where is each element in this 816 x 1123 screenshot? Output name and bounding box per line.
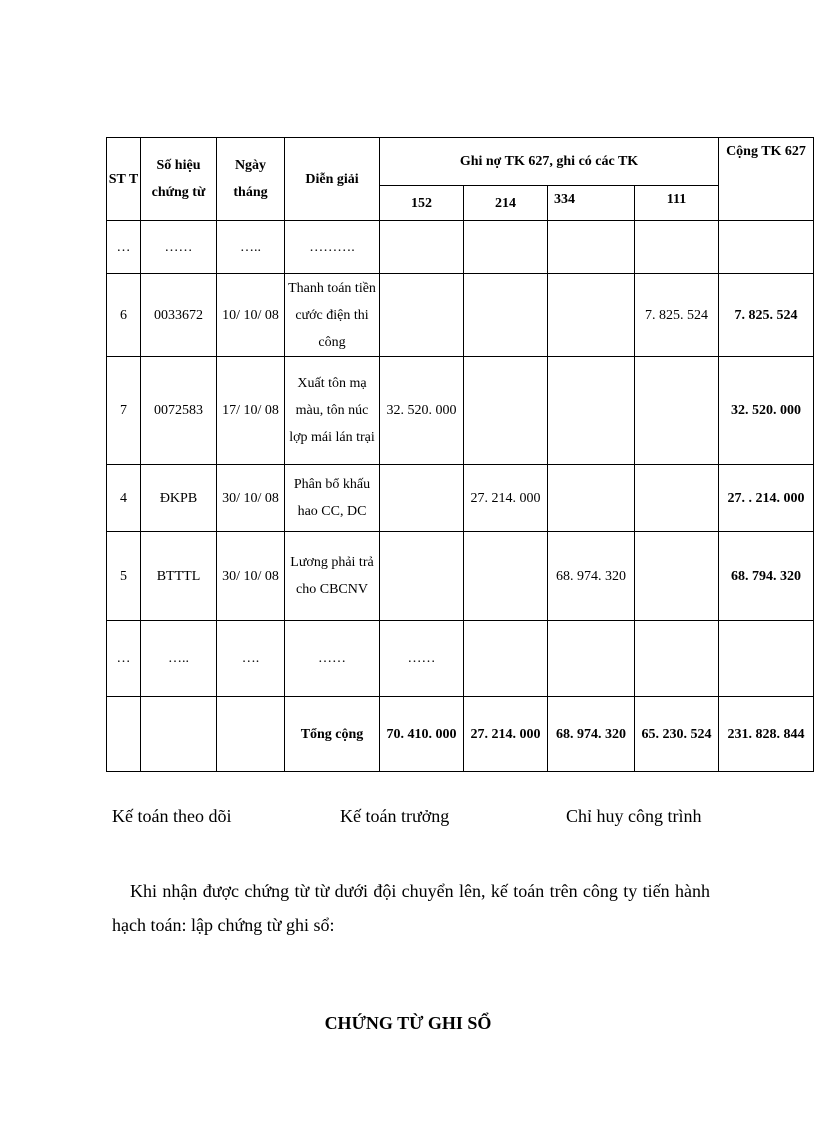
grand-total: 231. 828. 844 xyxy=(719,697,814,772)
total-111: 65. 230. 524 xyxy=(635,697,719,772)
cell-152: 32. 520. 000 xyxy=(380,357,464,465)
cell-stt: 5 xyxy=(107,532,141,621)
header-cong-tk: Cộng TK 627 xyxy=(719,138,814,221)
cell-214: 27. 214. 000 xyxy=(464,465,548,532)
cell-so-hieu: …… xyxy=(141,221,217,274)
cell-dien-giai: Phân bổ khấu hao CC, DC xyxy=(285,465,380,532)
section-title: CHỨNG TỪ GHI SỔ xyxy=(324,1013,492,1033)
cell-152: …… xyxy=(380,621,464,697)
header-account-334: 334 xyxy=(548,186,635,221)
cell-stt: … xyxy=(107,221,141,274)
cell-334 xyxy=(548,357,635,465)
cell-111: 7. 825. 524 xyxy=(635,274,719,357)
header-account-214: 214 xyxy=(464,186,548,221)
header-ngay-thang: Ngày tháng xyxy=(217,138,285,221)
cell-stt: … xyxy=(107,621,141,697)
cell-334 xyxy=(548,621,635,697)
header-stt: ST T xyxy=(107,138,141,221)
cell-ngay: 17/ 10/ 08 xyxy=(217,357,285,465)
table-row xyxy=(107,357,814,465)
cell-111 xyxy=(635,532,719,621)
cell-stt: 7 xyxy=(107,357,141,465)
cell-so-hieu: BTTTL xyxy=(141,532,217,621)
cell-214 xyxy=(464,621,548,697)
header-account-152: 152 xyxy=(380,186,464,221)
cell-214 xyxy=(464,221,548,274)
table-row xyxy=(107,274,814,357)
cell-334: 68. 974. 320 xyxy=(548,532,635,621)
body-paragraph: Khi nhận được chứng từ từ dưới đội chuyển lên, kế toán trên công ty tiến hành hạch toán: lập chứng từ ghi sổ: xyxy=(112,881,710,935)
signature-ke-toan-theo-doi: Kế toán theo dõi xyxy=(112,806,232,826)
cell-total: 7. 825. 524 xyxy=(719,274,814,357)
cell-ngay: 30/ 10/ 08 xyxy=(217,532,285,621)
table-row xyxy=(107,532,814,621)
signature-chi-huy-cong-trinh: Chỉ huy công trình xyxy=(566,806,702,826)
cell-stt: 6 xyxy=(107,274,141,357)
signature-ke-toan-truong: Kế toán trưởng xyxy=(340,806,450,826)
header-group-ghi-no: Ghi nợ TK 627, ghi có các TK xyxy=(380,138,719,186)
header-dien-giai: Diễn giải xyxy=(285,138,380,221)
cell-ngay: 10/ 10/ 08 xyxy=(217,274,285,357)
cell-dien-giai: ………. xyxy=(285,221,380,274)
cell-stt: 4 xyxy=(107,465,141,532)
cell-111 xyxy=(635,221,719,274)
cell-so-hieu: ….. xyxy=(141,621,217,697)
cell-214 xyxy=(464,274,548,357)
table-row xyxy=(107,221,814,274)
cell-152 xyxy=(380,274,464,357)
cell-total xyxy=(719,621,814,697)
cell-total xyxy=(719,221,814,274)
cell-total: 68. 794. 320 xyxy=(719,532,814,621)
signature-line xyxy=(112,806,712,832)
cell-111 xyxy=(635,465,719,532)
cell-152 xyxy=(380,532,464,621)
ledger-table xyxy=(106,137,814,772)
cell-ngay: …. xyxy=(217,621,285,697)
cell-152 xyxy=(380,221,464,274)
table-row xyxy=(107,621,814,697)
cell-so-hieu: 0033672 xyxy=(141,274,217,357)
cell-334 xyxy=(548,274,635,357)
total-214: 27. 214. 000 xyxy=(464,697,548,772)
cell-152 xyxy=(380,465,464,532)
total-152: 70. 410. 000 xyxy=(380,697,464,772)
header-account-111: 111 xyxy=(635,186,719,221)
cell-dien-giai: …… xyxy=(285,621,380,697)
cell-334 xyxy=(548,221,635,274)
cell-ngay xyxy=(217,697,285,772)
total-334: 68. 974. 320 xyxy=(548,697,635,772)
cell-so-hieu: 0072583 xyxy=(141,357,217,465)
header-so-hieu: Số hiệu chứng từ xyxy=(141,138,217,221)
cell-dien-giai: Lương phải trả cho CBCNV xyxy=(285,532,380,621)
cell-ngay: 30/ 10/ 08 xyxy=(217,465,285,532)
cell-stt xyxy=(107,697,141,772)
cell-dien-giai: Xuất tôn mạ màu, tôn núc lợp mái lán trại xyxy=(285,357,380,465)
cell-214 xyxy=(464,532,548,621)
cell-111 xyxy=(635,357,719,465)
cell-ngay: ….. xyxy=(217,221,285,274)
cell-214 xyxy=(464,357,548,465)
cell-total: 32. 520. 000 xyxy=(719,357,814,465)
totals-row xyxy=(107,697,814,772)
cell-111 xyxy=(635,621,719,697)
cell-dien-giai: Thanh toán tiền cước điện thi công xyxy=(285,274,380,357)
cell-so-hieu xyxy=(141,697,217,772)
totals-label: Tổng cộng xyxy=(285,697,380,772)
table-row xyxy=(107,465,814,532)
cell-total: 27. . 214. 000 xyxy=(719,465,814,532)
cell-334 xyxy=(548,465,635,532)
cell-so-hieu: ĐKPB xyxy=(141,465,217,532)
